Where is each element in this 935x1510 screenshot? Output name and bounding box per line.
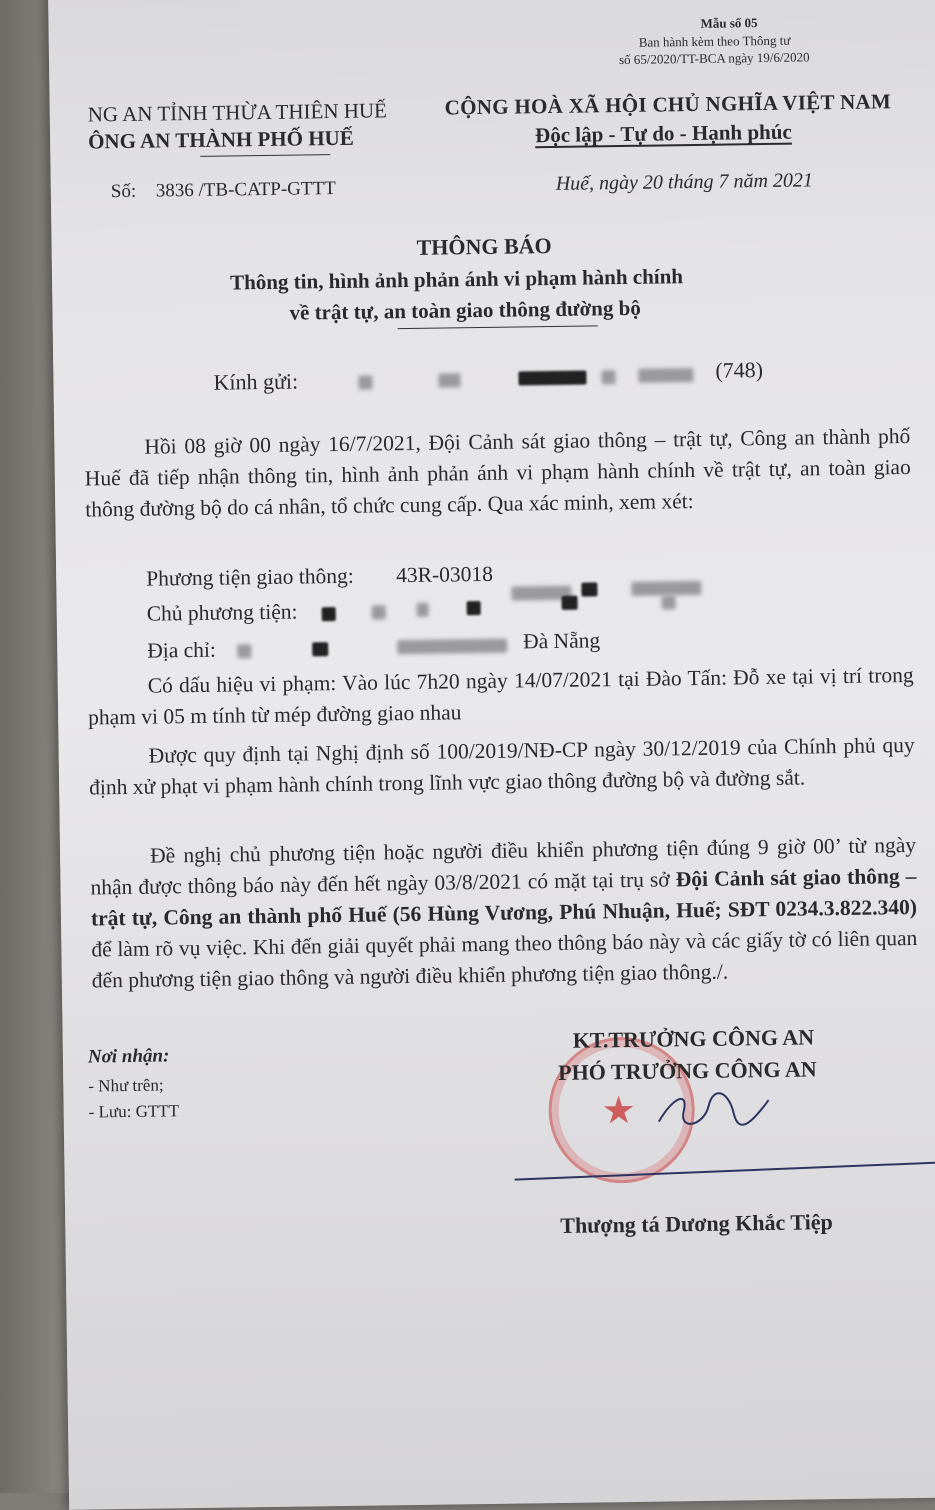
redacted-address <box>397 639 507 655</box>
doc-number: 3836 /TB-CATP-GTTT <box>155 178 336 202</box>
agency-line-1: NG AN TỈNH THỪA THIÊN HUẾ <box>87 98 388 127</box>
redacted-owner <box>467 601 481 615</box>
recipients-title: Nơi nhận: <box>87 1045 170 1068</box>
redacted-recipient <box>438 373 460 387</box>
seal-star-icon: ★ <box>601 1089 637 1133</box>
handwritten-signature <box>653 1085 774 1137</box>
redacted-address <box>312 642 328 656</box>
doc-number-label: Số: <box>110 180 137 203</box>
vehicle-plate: 43R-03018 <box>396 561 494 588</box>
recipient-suffix: (748) <box>715 357 764 383</box>
redacted-address <box>237 644 251 658</box>
regulation-paragraph: Được quy định tại Nghị định số 100/2019/NĐ-CP ngày 30/12/2019 của Chính phủ quy định xử phạt vi phạm hành chính trong lĩnh vực giao thông đường bộ và đường sắt. <box>88 732 915 800</box>
recipients-item-2: - Lưu: GTTT <box>88 1101 180 1122</box>
form-issued-by: Ban hành kèm theo Thông tư <box>638 32 791 50</box>
agency-underline <box>200 154 330 157</box>
redacted-owner <box>581 582 597 596</box>
doc-title: THÔNG BÁO <box>416 232 552 260</box>
redacted-owner <box>322 607 336 621</box>
redacted-owner <box>631 581 701 596</box>
doc-subtitle-2: về trật tự, an toàn giao thông đường bộ <box>289 295 641 325</box>
address-label: Địa chỉ: <box>147 637 217 663</box>
redacted-recipient <box>638 368 693 383</box>
request-office-address: Đội Cảnh sát giao thông – trật tự, Công an thành phố Huế (56 Hùng Vương, Phú Nhuận, Huế; SĐT 0234.3.822.340) <box>90 863 918 931</box>
violation-paragraph: Có dấu hiệu vi phạm: Vào lúc 7h20 ngày 14/07/2021 tại Đào Tấn: Đỗ xe tại vị trí trong phạm vi 05 m tính từ mép đường giao nhau <box>87 662 914 730</box>
doc-subtitle-1: Thông tin, hình ảnh phản ánh vi phạm hành chính <box>229 264 684 295</box>
redacted-recipient <box>358 376 372 390</box>
agency-line-2: ÔNG AN THÀNH PHỐ HUẾ <box>87 125 354 154</box>
request-paragraph <box>90 830 918 997</box>
place-date: Huế, ngày 20 tháng 7 năm 2021 <box>555 169 814 195</box>
form-circular: số 65/2020/TT-BCA ngày 19/6/2020 <box>618 49 810 68</box>
signer-name: Thượng tá Dương Khắc Tiệp <box>560 1209 833 1238</box>
redacted-recipient <box>601 370 615 384</box>
signature-title-2: PHÓ TRƯỞNG CÔNG AN <box>557 1056 817 1085</box>
redacted-owner <box>417 603 429 617</box>
vehicle-label: Phương tiện giao thông: <box>146 563 354 591</box>
nation-title: CỘNG HOÀ XÃ HỘI CHỦ NGHĨA VIỆT NAM <box>444 89 892 120</box>
body-paragraph-1: Hồi 08 giờ 00 ngày 16/7/2021, Đội Cảnh sát giao thông – trật tự, Công an thành phố Huế đã tiếp nhận thông tin, hình ảnh phản ánh vi phạm hành chính về trật tự, an toàn giao thông đường bộ do cá nhân, tổ chức cung cấp. Qua xác minh, xem xét: <box>84 424 911 522</box>
redacted-recipient <box>518 371 586 386</box>
request-text-c: để làm rõ vụ việc. Khi đến giải quyết phải mang theo thông báo này và các giấy tờ có liên quan đến phương tiện giao thông và người điều khiển phương tiện giao thông./. <box>91 925 918 993</box>
request-text-a: Đề nghị chủ phương tiện hoặc người điều khiển phương tiện đúng 9 giờ 00’ từ ngày nhận được thông báo này đến hết ngày 03/8/2021 có mặt tại trụ sở <box>90 832 917 900</box>
form-number: Mẫu số 05 <box>700 15 758 31</box>
title-underline <box>398 325 598 329</box>
redacted-owner <box>372 605 386 619</box>
nation-motto: Độc lập - Tự do - Hạnh phúc <box>534 119 792 148</box>
recipients-item-1: - Như trên; <box>88 1075 164 1096</box>
redacted-owner <box>662 595 676 609</box>
signature-title-1: KT.TRƯỞNG CÔNG AN <box>572 1024 815 1053</box>
document-page <box>48 0 935 1510</box>
address-value: Đà Nẵng <box>522 628 601 654</box>
recipient-label: Kính gửi: <box>213 368 299 395</box>
redacted-owner <box>562 596 578 610</box>
owner-label: Chủ phương tiện: <box>146 599 298 626</box>
